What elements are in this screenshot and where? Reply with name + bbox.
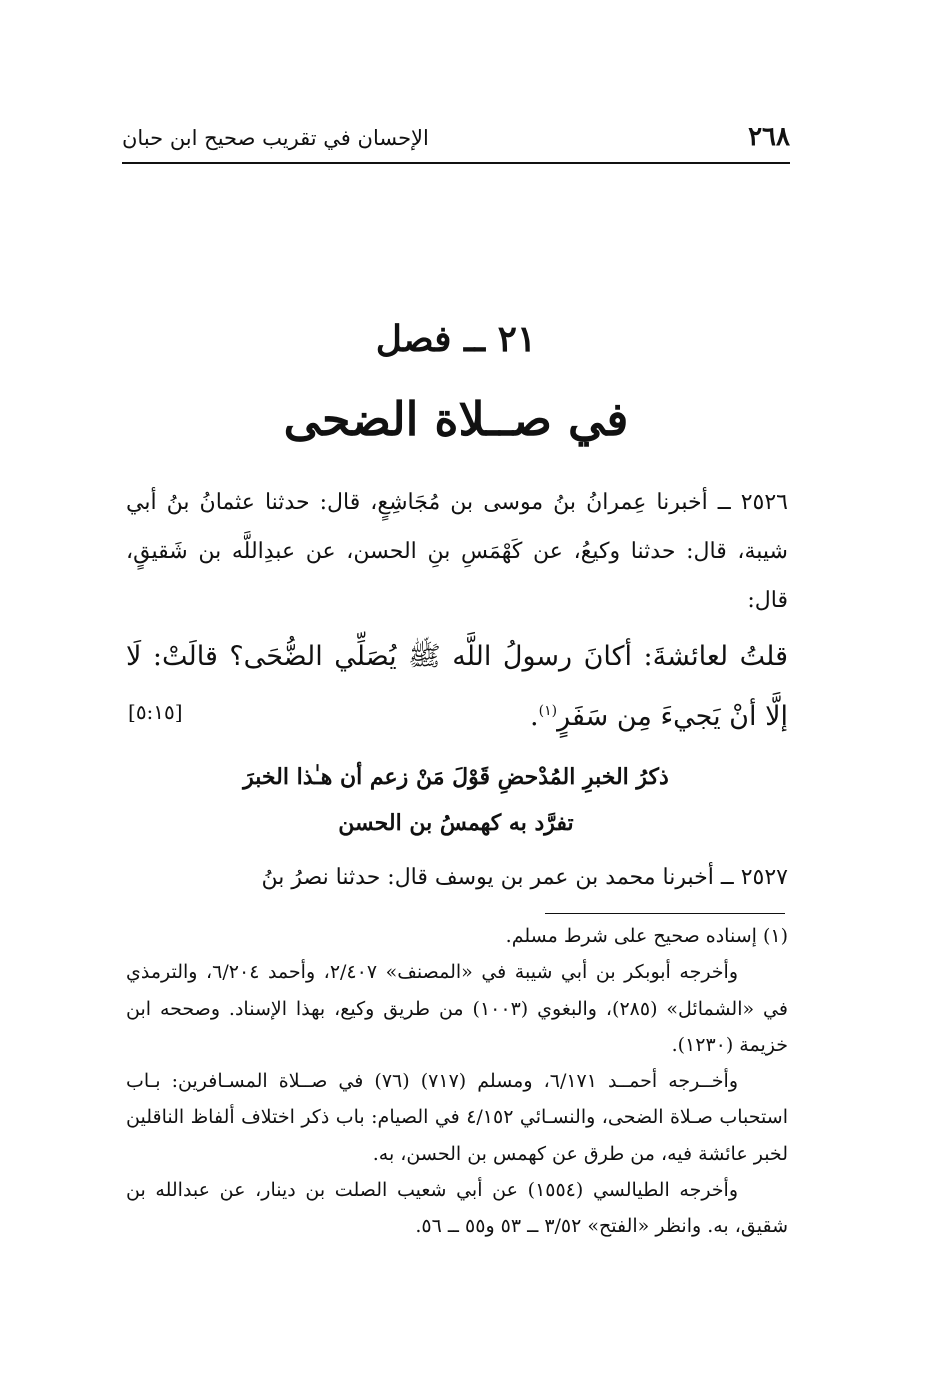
footnote-paragraph-3: وأخرجه الطيالسي (١٥٥٤) عن أبي شعيب الصلت بن دينار، عن عبدالله بن شقيق، به. وانظر «الفتح» ٣/٥٢ ــ ٥٣ و٥٥ ــ ٥٦. <box>126 1179 788 1238</box>
hadith-matn-end: . <box>530 701 539 732</box>
section-heading <box>122 754 790 846</box>
page-header <box>122 112 790 162</box>
hadith-reference: [٥:١٥] <box>128 700 183 724</box>
footnote-paragraph-2: وأخــرجه أحمــد ٦/١٧١، ومسلم (٧١٧) (٧٦) في صــلاة المسـافرين: بـاب استحباب صـلاة الضحى، والنسـائي ٤/١٥٢ في الصيام: باب ذكر اختلاف ألفاظ الناقلين لخبر عائشة فيه، من طرق عن كهمس بن الحسن، به. <box>126 1070 788 1165</box>
footnote-marker: (١) <box>538 703 558 719</box>
page-number: ٢٦٨ <box>748 122 790 152</box>
footnote-paragraph-1: وأخرجه أبوبكر بن أبي شيبة في «المصنف» ٢/٤٠٧، وأحمد ٦/٢٠٤، والترمذي في «الشمائل» (٢٨٥)، والبغوي (١٠٠٣) من طريق وكيع، بهذا الإسناد. وصححه ابن خزيمة (١٢٣٠). <box>126 961 788 1056</box>
hadith-matn-text: قلتُ لعائشةَ: أكانَ رسولُ اللَّه ﷺ يُصَلِّي الضُّحَى؟ قالَتْ: لَا إلَّا أنْ يَجيءَ مِن سَفَرٍ <box>126 641 788 732</box>
hadith-2527-isnad: ٢٥٢٧ ــ أخبرنا محمد بن عمر بن يوسف قال: حدثنا نصرُ بنُ <box>261 865 788 890</box>
footnote-1: (١) إسناده صحيح على شرط مسلم. <box>505 925 788 947</box>
running-title: الإحسان في تقريب صحيح ابن حبان <box>122 126 429 150</box>
footnote-divider <box>545 913 785 914</box>
footnotes <box>126 918 788 1245</box>
chapter-title: في صــلاة الضحى <box>283 392 629 446</box>
header-divider <box>122 162 790 164</box>
section-heading-line-2: تفرَّد به كهمسُ بن الحسن <box>338 810 574 836</box>
section-heading-line-1: ذكرُ الخبرِ المُدْحضِ قَوْلَ مَنْ زعم أن هـٰذا الخبرَ <box>243 764 669 790</box>
hadith-2526-matn <box>126 630 788 744</box>
chapter-number: ٢١ ــ فصل <box>375 318 537 360</box>
hadith-2526-isnad: ٢٥٢٦ ــ أخبرنا عِمرانُ بنُ موسى بن مُجَاشِعٍ، قال: حدثنا عثمانُ بنُ أبي شيبة، قال: حدثنا وكيعُ، عن كَهْمَسِ بنِ الحسن، عن عبدِاللَّه بن شَقيقٍ، قال: <box>126 490 788 613</box>
